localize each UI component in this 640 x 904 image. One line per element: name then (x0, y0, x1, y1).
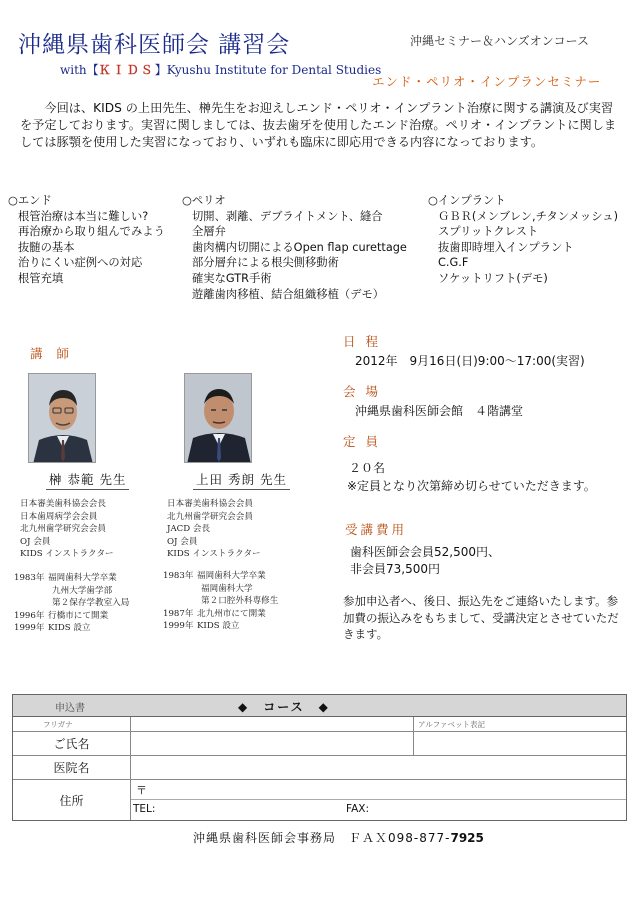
lecturer-name-1: 榊 恭範 先生 (46, 470, 129, 490)
intro-paragraph: 今回は、KIDS の上田先生、榊先生をお迎えしエンド・ペリオ・インプラント治療に関する講演及び実習を予定しております。実習に関しましては、抜去歯牙を使用したエンド治療。ペリオ・インプラントに関しましては豚顎を使用した実習になっており、いずれも臨床に即応用できる内容になっております。 (20, 101, 617, 149)
career-row (14, 597, 129, 610)
list-item: 切開、剥離、デブライトメント、縫合 (192, 209, 383, 223)
address-divider (131, 799, 626, 800)
career-row (163, 608, 278, 621)
affiliation-item: 日本歯周病学会会員 (20, 511, 98, 522)
tel-field[interactable]: TEL: (133, 803, 156, 815)
name-field[interactable] (131, 732, 413, 755)
list-item: ＧＢＲ(メンブレン,チタンメッシュ) (438, 209, 618, 223)
affiliation-item: 日本審美歯科協会会員 (167, 499, 253, 509)
lecturer-career-2 (163, 570, 278, 633)
topic-endo (8, 193, 178, 287)
name-alphabet-field[interactable] (413, 732, 626, 755)
topic-implant (428, 193, 638, 287)
lecturer-affiliations-1 (20, 498, 114, 561)
seminar-title: エンド・ペリオ・インプランセミナー (372, 74, 602, 89)
affiliation-item: OJ 会員 (167, 536, 198, 547)
career-row (14, 585, 129, 598)
furigana-field[interactable] (131, 717, 413, 731)
subtitle-suffix: 】Kyushu Institute for Dental Studies (154, 63, 382, 77)
list-item: C.G.F (438, 256, 469, 270)
career-year: 1999年 (163, 621, 194, 631)
career-text: 第２保存学教室入局 (52, 598, 130, 608)
list-item: 再治療から取り組んでみよう (18, 225, 165, 239)
page-title: 沖縄県歯科医師会 講習会 (18, 32, 291, 58)
venue-value: 沖縄県歯科医師会館 ４階講堂 (355, 404, 524, 418)
subtitle-prefix: with【 (60, 63, 99, 77)
career-year: 1987年 (163, 608, 194, 619)
career-row (14, 572, 129, 585)
career-text: 福岡歯科大学卒業 (197, 571, 266, 581)
list-item: 遊離歯肉移植、結合組織移植（デモ） (192, 287, 385, 301)
lecturer-section-label: 講 師 (30, 346, 74, 361)
fee-heading: 受講費用 (345, 522, 408, 537)
capacity-heading: 定 員 (343, 434, 381, 449)
career-row (163, 570, 278, 583)
schedule-value: 2012年 9月16日(日)9:00～17:00(実習) (355, 354, 585, 368)
application-form (12, 694, 627, 821)
affiliation-item: KIDS インストラクター (20, 549, 114, 559)
career-text: 福岡歯科大学 (201, 583, 253, 594)
affiliation-item: 北九州歯学研究会会員 (20, 524, 106, 534)
list-item: 確実なGTR手術 (192, 271, 272, 285)
address-label: 住所 (13, 780, 131, 820)
alphabet-label: アルファベット表記 (418, 720, 486, 729)
affiliation-item: 日本審美歯科協会会長 (20, 499, 106, 509)
topic-perio-head: ○ペリオ (182, 194, 226, 207)
career-text: 行橋市にて開業 (48, 610, 109, 621)
topic-endo-list (8, 209, 178, 287)
affiliation-item: 北九州歯学研究会会員 (167, 511, 253, 522)
career-year: 1983年 (163, 571, 194, 581)
venue-heading: 会 場 (343, 384, 381, 399)
furigana-row (13, 717, 626, 732)
address-field[interactable] (131, 780, 626, 820)
career-text: 第２口腔外科専修生 (201, 596, 279, 606)
lecturer-career-1 (14, 572, 129, 635)
career-row (14, 610, 129, 623)
postal-mark: 〒 (136, 784, 147, 797)
clinic-row (13, 756, 626, 780)
clinic-label: 医院名 (13, 756, 131, 779)
address-row (13, 780, 626, 820)
furigana-label: フリガナ (13, 717, 131, 731)
career-text: KIDS 設立 (197, 621, 240, 631)
footer-text: 沖縄県歯科医師会事務局 ＦＡＸ098-877- (193, 831, 451, 845)
career-text: 北九州市にて開業 (197, 608, 266, 619)
fax-field[interactable]: FAX: (346, 803, 369, 815)
career-row (14, 622, 129, 635)
list-item: 歯肉構内切開によるOpen flap curettage (192, 240, 407, 254)
career-row (163, 583, 278, 596)
list-item: 部分層弁による根尖側移動術 (192, 256, 339, 270)
affiliation-item: KIDS インストラクター (167, 549, 261, 559)
form-label: 申込書 (55, 703, 85, 714)
form-header-bar (13, 695, 626, 717)
schedule-heading: 日 程 (343, 334, 381, 349)
footer-fax-number: 7925 (450, 831, 484, 845)
career-text: KIDS 設立 (48, 623, 91, 633)
career-row (163, 620, 278, 633)
career-row (163, 595, 278, 608)
lecturer-name-2: 上田 秀朗 先生 (193, 470, 290, 490)
list-item: 抜歯即時埋入インプラント (438, 240, 574, 254)
topic-perio (182, 193, 422, 302)
topic-perio-list (182, 209, 422, 303)
application-note: 参加申込者へ、後日、振込先をご連絡いたします。参加費の振込みをもちまして、受講決定とさせていただきます。 (343, 594, 619, 641)
person-photo-icon (185, 374, 252, 463)
name-label: ご氏名 (13, 732, 131, 755)
capacity-value: ２０名 (349, 461, 386, 475)
topic-endo-head: ○エンド (8, 194, 52, 207)
list-item: 全層弁 (192, 225, 226, 239)
list-item: ソケットリフト(デモ) (438, 271, 548, 285)
list-item: 抜髄の基本 (18, 240, 75, 254)
capacity-note: ※定員となり次第締め切らせていただきます。 (347, 479, 596, 493)
alphabet-field[interactable] (413, 717, 626, 731)
affiliation-item: JACD 会長 (167, 524, 211, 534)
lecturer-photo-1 (28, 373, 96, 463)
subtitle (60, 61, 381, 78)
topic-implant-head: ○インプラント (428, 194, 506, 207)
course-type-label: 沖縄セミナー＆ハンズオンコース (410, 34, 590, 48)
list-item: スプリットクレスト (438, 225, 539, 239)
career-year: 1983年 (14, 573, 45, 583)
fee-nonmember: 非会員73,500円 (350, 562, 440, 576)
name-row (13, 732, 626, 756)
clinic-field[interactable] (131, 756, 626, 779)
lecturer-photo-2 (184, 373, 252, 463)
career-year: 1996年 (14, 610, 45, 621)
list-item: 治りにくい症例への対応 (18, 256, 143, 270)
topic-implant-list (428, 209, 638, 287)
course-label: ◆ コース ◆ (238, 700, 330, 714)
person-photo-icon (29, 374, 96, 463)
career-text: 福岡歯科大学卒業 (48, 573, 117, 583)
kids-label: ＫＩＤＳ (98, 63, 155, 77)
affiliation-item: OJ 会員 (20, 536, 51, 547)
list-item: 根管治療は本当に難しい? (18, 209, 149, 223)
footer-contact (193, 829, 484, 846)
lecturer-affiliations-2 (167, 498, 261, 561)
career-year: 1999年 (14, 623, 45, 633)
list-item: 根管充填 (18, 271, 64, 285)
career-text: 九州大学歯学部 (52, 585, 113, 596)
fee-member: 歯科医師会会員52,500円、 (350, 545, 500, 559)
